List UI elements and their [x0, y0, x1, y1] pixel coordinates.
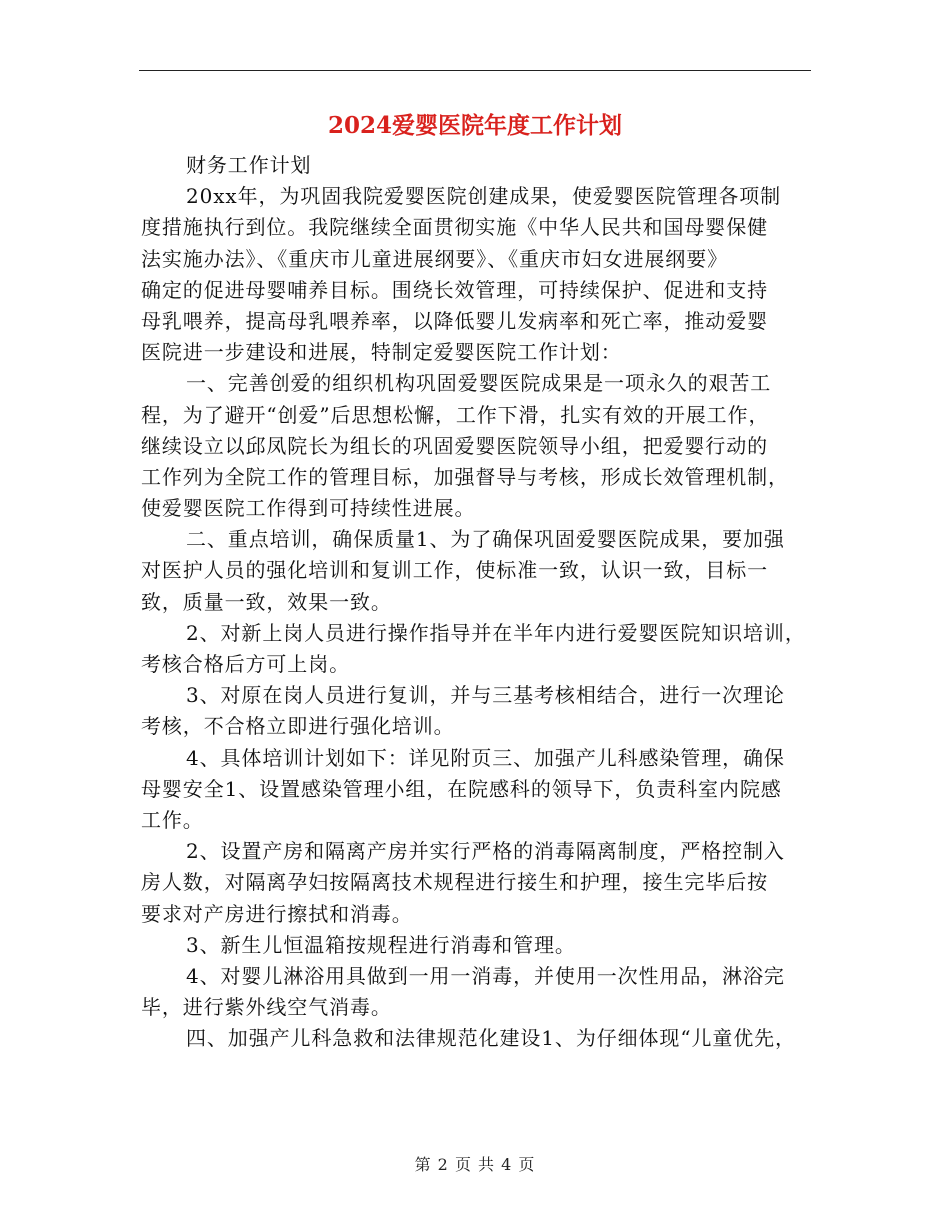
body-line: 2、对新上岗人员进行操作指导并在半年内进行爱婴医院知识培训， — [186, 620, 806, 645]
body-line: 考核合格后方可上岗。 — [141, 652, 350, 676]
body-line: 致，质量一致，效果一致。 — [141, 589, 392, 614]
body-line: 3、新生儿恒温箱按规程进行消毒和管理。 — [186, 932, 576, 957]
body-line: 母乳喂养，提高母乳喂养率，以降低婴儿发病率和死亡率，推动爱婴 — [141, 308, 768, 333]
body-line: 2、设置产房和隔离产房并实行严格的消毒隔离制度，严格控制入 — [186, 839, 785, 864]
body-line: 3、对原在岗人员进行复训，并与三基考核相结合，进行一次理论 — [186, 683, 785, 708]
body-line: 二、重点培训，确保质量1、为了确保巩固爱婴医院成果，要加强 — [186, 527, 785, 552]
body-line: 4、对婴儿淋浴用具做到一用一消毒，并使用一次性用品，淋浴完 — [186, 963, 785, 988]
document-title: 2024爱婴医院年度工作计划 — [327, 112, 622, 139]
body-line: 母婴安全1、设置感染管理小组，在院感科的领导下，负责科室内院感 — [141, 776, 782, 801]
header-rule — [139, 70, 811, 71]
body-line: 使爱婴医院工作得到可持续性进展。 — [141, 496, 476, 521]
body-line: 继续设立以邱凤院长为组长的巩固爱婴医院领导小组，把爱婴行动的 — [141, 433, 768, 458]
body-line: 度措施执行到位。我院继续全面贯彻实施《中华人民共和国母婴保健 — [141, 215, 768, 240]
body-line: 工作。 — [141, 807, 204, 832]
body-line: 房人数，对隔离孕妇按隔离技术规程进行接生和护理，接生完毕后按 — [141, 870, 768, 895]
body-line: 财务工作计划 — [186, 153, 312, 177]
body-line: 考核，不合格立即进行强化培训。 — [141, 714, 455, 739]
body-line: 四、加强产儿科急救和法律规范化建设1、为仔细体现“儿童优先， — [186, 1026, 796, 1051]
body-line: 医院进一步建设和进展，特制定爱婴医院工作计划： — [141, 340, 622, 365]
document-body — [141, 150, 821, 1054]
body-line: 法实施办法》、《重庆市儿童进展纲要》、《重庆市妇女进展纲要》 — [141, 246, 728, 271]
body-line: 4、具体培训计划如下：详见附页三、加强产儿科感染管理，确保 — [186, 745, 785, 770]
body-line: 20xx年，为巩固我院爱婴医院创建成果，使爱婴医院管理各项制 — [186, 184, 782, 209]
body-line: 毕，进行紫外线空气消毒。 — [141, 995, 392, 1020]
body-line: 一、完善创爱的组织机构巩固爱婴医院成果是一项永久的艰苦工 — [186, 371, 772, 396]
body-line: 对医护人员的强化培训和复训工作，使标准一致，认识一致，目标一 — [141, 558, 768, 583]
body-line: 工作列为全院工作的管理目标，加强督导与考核，形成长效管理机制， — [141, 464, 789, 489]
body-line: 确定的促进母婴哺养目标。围绕长效管理，可持续保护、促进和支持 — [141, 277, 768, 302]
page-footer: 第 2 页 共 4 页 — [414, 1155, 536, 1174]
body-line: 程，为了避开“创爱”后思想松懈，工作下滑，扎实有效的开展工作， — [141, 402, 770, 427]
body-line: 要求对产房进行擦拭和消毒。 — [141, 901, 413, 926]
